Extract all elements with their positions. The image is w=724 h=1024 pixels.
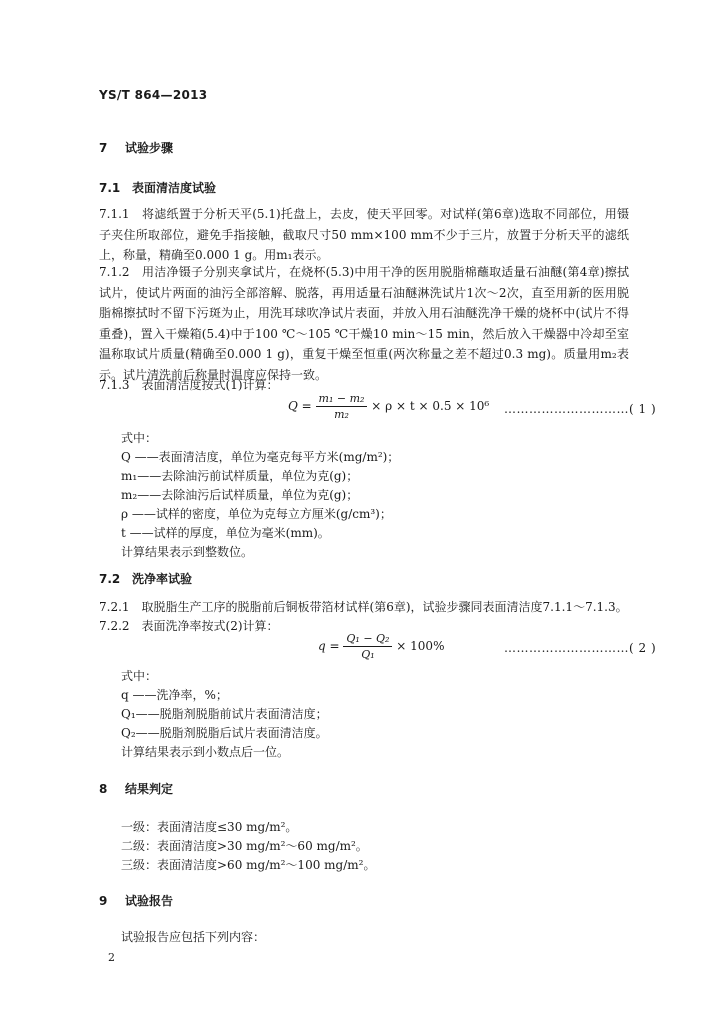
section-number: 7 bbox=[99, 141, 108, 155]
report-intro: 试验报告应包括下列内容： bbox=[121, 930, 266, 944]
variable-definition: Q ——表面清洁度，单位为毫克每平方米(mg/m²)； bbox=[121, 450, 400, 464]
variable-definition: q ——洗净率，%； bbox=[121, 688, 228, 702]
grade-item: 二级：表面清洁度>30 mg/m²～60 mg/m²。 bbox=[121, 839, 368, 853]
calculation-note: 计算结果表示到小数点后一位。 bbox=[121, 745, 290, 759]
grade-item: 一级：表面清洁度≤30 mg/m²。 bbox=[121, 820, 298, 834]
variable-definition: m₂——去除油污后试样质量，单位为克(g)； bbox=[121, 488, 359, 502]
paragraph-7-1-3: 7.1.3 表面清洁度按式(1)计算： bbox=[99, 378, 279, 392]
where-label: 式中： bbox=[121, 669, 158, 683]
equation-number-1: …………………………( 1 ) bbox=[504, 402, 657, 416]
equation-number-2: …………………………( 2 ) bbox=[504, 641, 657, 655]
section-title: 表面清洁度试验 bbox=[132, 181, 217, 195]
formula-numerator: m₁ − m₂ bbox=[316, 392, 368, 407]
section-number: 7.2 bbox=[99, 572, 121, 586]
paragraph-7-1-1: 7.1.1 将滤纸置于分析天平(5.1)托盘上，去皮，使天平回零。对试样(第6章)选取不同部位，用镊子夹住所取部位，避免手指接触，截取尺寸50 mm×100 mm不少于三片，放置于分析天平的滤纸上，称量，精确至0.000 1 g。用m₁表示。 bbox=[99, 207, 629, 262]
calculation-note: 计算结果表示到整数位。 bbox=[121, 545, 254, 559]
section-title: 试验报告 bbox=[125, 894, 174, 908]
grade-item: 三级：表面清洁度>60 mg/m²～100 mg/m²。 bbox=[121, 858, 376, 872]
section-7-2-heading bbox=[99, 570, 192, 587]
section-title: 结果判定 bbox=[125, 782, 174, 796]
section-number: 9 bbox=[99, 894, 108, 908]
where-label: 式中： bbox=[121, 431, 158, 445]
standard-id: YS/T 864—2013 bbox=[99, 88, 208, 102]
formula-lhs: Q = bbox=[288, 399, 312, 413]
formula-fraction bbox=[316, 392, 368, 421]
section-9-heading bbox=[99, 892, 173, 909]
variable-definition: Q₂——脱脂剂脱脂后试片表面清洁度。 bbox=[121, 726, 328, 740]
formula-fraction bbox=[343, 632, 392, 661]
variable-definition: ρ ——试样的密度，单位为克每立方厘米(g/cm³)； bbox=[121, 507, 392, 521]
page-number: 2 bbox=[108, 951, 115, 964]
section-7-heading bbox=[99, 139, 173, 156]
section-8-heading bbox=[99, 780, 173, 797]
variable-definition: t ——试样的厚度，单位为毫米(mm)。 bbox=[121, 526, 330, 540]
section-7-1-heading bbox=[99, 179, 216, 196]
section-number: 8 bbox=[99, 782, 108, 796]
formula-denominator: Q₁ bbox=[361, 648, 375, 661]
paragraph-7-2-1: 7.2.1 取脱脂生产工序的脱脂前后铜板带箔材试样(第6章)，试验步骤同表面清洁度7.1.1～7.1.3。 bbox=[99, 600, 628, 614]
formula-rhs: × ρ × t × 0.5 × 10⁶ bbox=[371, 399, 490, 413]
formula-denominator: m₂ bbox=[334, 408, 349, 421]
variable-definition: m₁——去除油污前试样质量，单位为克(g)； bbox=[121, 469, 359, 483]
formula-2 bbox=[318, 632, 444, 661]
section-title: 试验步骤 bbox=[125, 141, 174, 155]
paragraph-7-1-2: 7.1.2 用洁净镊子分别夹拿试片，在烧杯(5.3)中用干净的医用脱脂棉蘸取适量石油醚(第4章)擦拭试片，使试片两面的油污全部溶解、脱落，再用适量石油醚淋洗试片1次～2次，直至用新的医用脱脂棉擦拭时不留下污斑为止，用洗耳球吹净试片表面，并放入用石油醚洗净干燥的烧杯中(试片不得重叠)，置入干燥箱(5.4)中于100 ℃～105 ℃干燥10 min～15 min，然后放入干燥器中冷却至室温称取试片质量(精确至0.000 1 g)，重复干燥至恒重(两次称量之差不超过0.3 mg)。质量用m₂表示。试片清洗前后称量时温度应保持一致。 bbox=[99, 265, 629, 382]
section-number: 7.1 bbox=[99, 181, 121, 195]
formula-1 bbox=[288, 392, 489, 421]
section-title: 洗净率试验 bbox=[132, 572, 193, 586]
formula-rhs: × 100% bbox=[396, 639, 445, 653]
paragraph-7-2-2: 7.2.2 表面洗净率按式(2)计算： bbox=[99, 619, 279, 633]
formula-lhs: q = bbox=[318, 639, 340, 653]
formula-numerator: Q₁ − Q₂ bbox=[343, 632, 392, 647]
variable-definition: Q₁——脱脂剂脱脂前试片表面清洁度； bbox=[121, 707, 328, 721]
